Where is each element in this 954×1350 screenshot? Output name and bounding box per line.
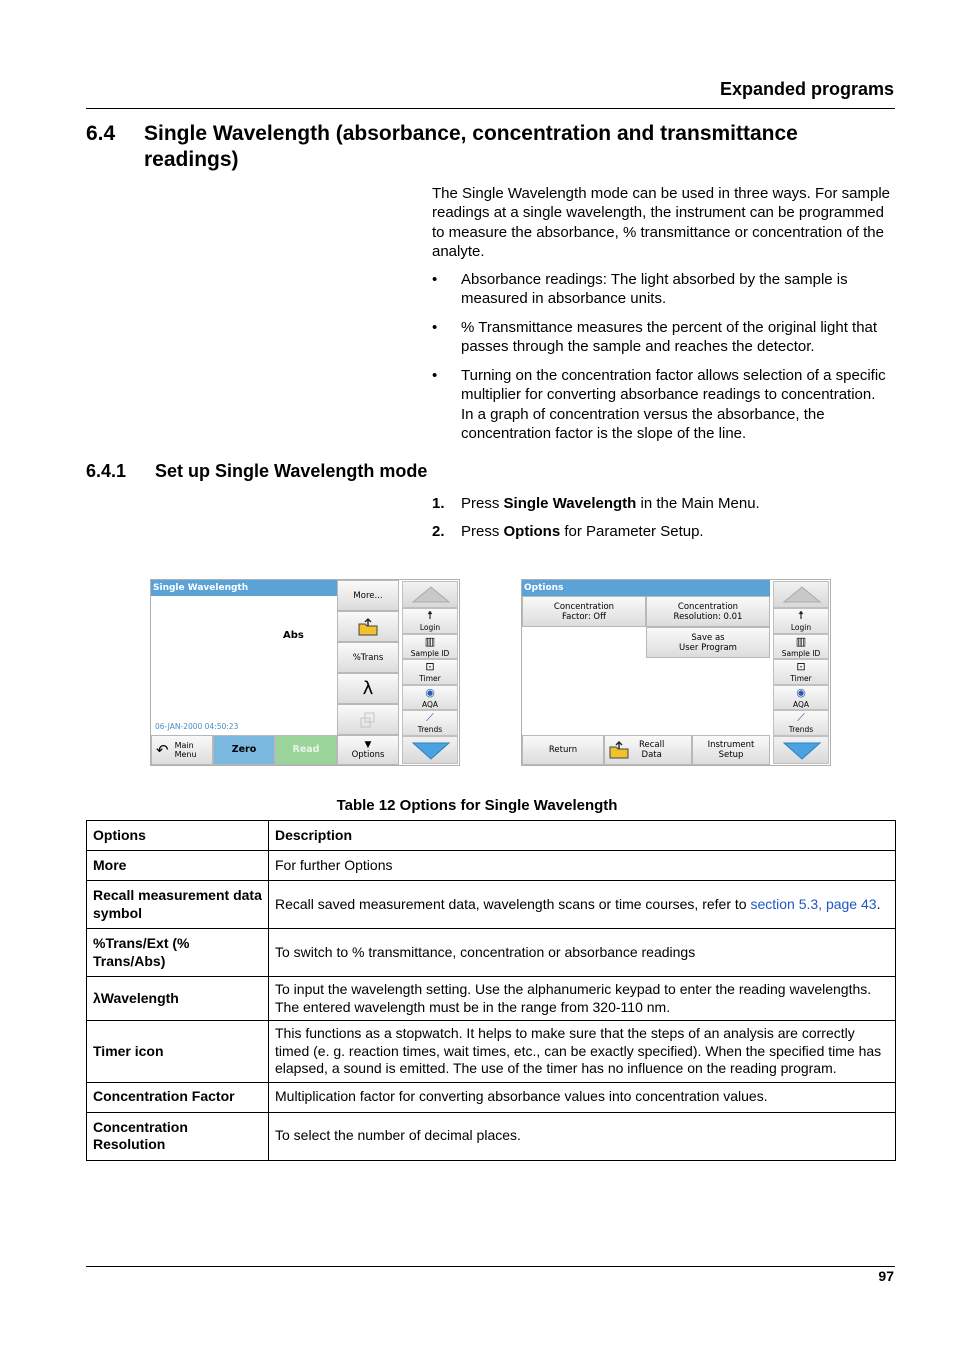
scroll-up-button[interactable] — [773, 581, 829, 608]
option-name: Concentration Resolution — [87, 1112, 269, 1160]
step-text: Press Single Wavelength in the Main Menu. — [461, 495, 760, 512]
table-header-row — [87, 821, 896, 851]
table-row — [87, 1112, 896, 1160]
scroll-down-button[interactable] — [402, 736, 458, 764]
scroll-down-button[interactable] — [773, 736, 829, 764]
sample-id-icon: ▥ — [424, 635, 436, 648]
arrow-up-icon — [403, 582, 459, 609]
options-label: Options — [351, 749, 385, 760]
recall-data-label: Recall Data — [639, 740, 665, 760]
sidebar-item-timer[interactable]: ⊡ Timer — [402, 659, 458, 685]
login-icon: ☨ — [427, 609, 433, 622]
column-header: Options — [87, 821, 269, 851]
sidebar-item-sample-id[interactable]: ▥ Sample ID — [402, 634, 458, 659]
table-row — [87, 1082, 896, 1112]
table-row — [87, 929, 896, 977]
table-row — [87, 881, 896, 929]
more-button[interactable]: More... — [337, 580, 399, 611]
screen-title-bar: Options — [522, 580, 770, 596]
return-button[interactable]: Return — [522, 735, 604, 765]
bullet-text: Absorbance readings: The light absorbed by the sample is measured in absorbance units. — [461, 271, 848, 308]
arrow-down-icon — [774, 737, 830, 765]
option-name: Concentration Factor — [87, 1082, 269, 1112]
intro-paragraph: The Single Wavelength mode can be used in three ways. For sample readings at a single wavelength, the instrument can be programmed to measure the absorbance, % transmittance or concentration of the analyte. — [432, 185, 891, 260]
timer-icon: ⊡ — [796, 660, 806, 673]
table-caption: Table 12 Options for Single Wavelength — [336, 797, 618, 814]
zero-button[interactable]: Zero — [213, 735, 275, 765]
sample-id-icon: ▥ — [795, 635, 807, 648]
running-header-title: Expanded programs — [719, 79, 894, 99]
timestamp: 06-JAN-2000 04:50:23 — [155, 722, 239, 731]
aqa-icon: ◉ — [796, 686, 806, 699]
option-description: To switch to % transmittance, concentration or absorbance readings — [269, 929, 896, 977]
arrow-up-icon — [774, 582, 830, 609]
subsection-number: 6.4.1 — [86, 461, 127, 481]
recall-data-button[interactable] — [604, 735, 692, 765]
concentration-factor-button[interactable]: Concentration Factor: Off — [522, 596, 646, 627]
trans-button[interactable]: %Trans — [337, 642, 399, 673]
sidebar-item-trends[interactable]: ⟋ Trends — [773, 710, 829, 736]
options-screen — [521, 579, 831, 766]
options-table — [86, 820, 896, 1161]
step-number: 1. — [432, 495, 445, 512]
option-description: Multiplication factor for converting absorbance values into concentration values. — [269, 1082, 896, 1112]
option-description: To input the wavelength setting. Use the alphanumeric keypad to enter the reading wavelengths. The entered wavelength must be in the range from 320-110 nm. — [269, 977, 896, 1021]
options-button[interactable] — [337, 735, 399, 765]
concentration-resolution-button[interactable]: Concentration Resolution: 0.01 — [646, 596, 770, 627]
option-description: This functions as a stopwatch. It helps to make sure that the steps of an analysis are correctly timed (e. g. reaction times, wait times, etc., can be exactly specified). When the specified time has elapsed, a sound is emitted. The use of the timer has no influence on the reading program. — [269, 1021, 896, 1083]
table-row — [87, 1021, 896, 1083]
option-description: For further Options — [269, 851, 896, 881]
bullet-dot: • — [432, 271, 438, 288]
subsection-title: Set up Single Wavelength mode — [155, 461, 428, 481]
header-rule — [86, 108, 895, 109]
option-description: To select the number of decimal places. — [269, 1112, 896, 1160]
bullet-dot: • — [432, 367, 438, 384]
sidebar-item-aqa[interactable]: ◉ AQA — [402, 685, 458, 710]
screen-title-bar: Single Wavelength — [151, 580, 337, 596]
chevron-down-icon: ▼ — [364, 739, 372, 750]
option-name: %Trans/Ext (% Trans/Abs) — [87, 929, 269, 977]
section-link[interactable]: section 5.3, page 43 — [750, 895, 877, 912]
step-text: Press Options for Parameter Setup. — [461, 523, 704, 540]
bullet-dot: • — [432, 319, 438, 336]
scroll-up-button[interactable] — [402, 581, 458, 608]
option-description: Recall saved measurement data, wavelength scans or time courses, refer to section 5.3, page 43. — [269, 881, 896, 929]
arrow-down-icon — [403, 737, 459, 765]
folder-icon — [609, 741, 629, 759]
copy-icon — [360, 712, 376, 728]
login-icon: ☨ — [798, 609, 804, 622]
option-name: More — [87, 851, 269, 881]
bullet-text: % Transmittance measures the percent of the original light that passes through the sample and reaches the detector. — [461, 319, 878, 356]
subsection-heading — [86, 461, 428, 482]
sidebar-item-trends[interactable]: ⟋ Trends — [402, 710, 458, 736]
recall-data-button[interactable] — [337, 611, 399, 642]
option-name: λWavelength — [87, 977, 269, 1021]
instrument-setup-button[interactable]: Instrument Setup — [692, 735, 770, 765]
sidebar-item-sample-id[interactable]: ▥ Sample ID — [773, 634, 829, 659]
sidebar-item-timer[interactable]: ⊡ Timer — [773, 659, 829, 685]
aqa-icon: ◉ — [425, 686, 435, 699]
sidebar-item-login[interactable]: ☨ Login — [402, 608, 458, 634]
table-row — [87, 977, 896, 1021]
disabled-icon-button — [337, 704, 399, 735]
column-header: Description — [269, 821, 896, 851]
read-button[interactable]: Read — [275, 735, 337, 765]
section-title: Single Wavelength (absorbance, concentration and transmittance readings) — [144, 122, 798, 171]
reading-unit: Abs — [283, 630, 304, 641]
trends-icon: ⟋ — [426, 711, 434, 724]
folder-icon — [358, 618, 378, 636]
section-number: 6.4 — [86, 122, 116, 145]
main-menu-button[interactable] — [151, 735, 213, 765]
step-number: 2. — [432, 523, 445, 540]
page-number: 97 — [878, 1268, 894, 1284]
table-row — [87, 851, 896, 881]
main-menu-label: Main Menu — [174, 741, 197, 759]
wavelength-button[interactable]: λ — [337, 673, 399, 704]
option-name: Recall measurement data symbol — [87, 881, 269, 929]
timer-icon: ⊡ — [425, 660, 435, 673]
back-arrow-icon: ↶ — [156, 741, 169, 759]
option-name: Timer icon — [87, 1021, 269, 1083]
sidebar-item-login[interactable]: ☨ Login — [773, 608, 829, 634]
footer-rule — [86, 1266, 895, 1267]
save-user-program-button[interactable]: Save as User Program — [646, 627, 770, 658]
trends-icon: ⟋ — [797, 711, 805, 724]
single-wavelength-screen — [150, 579, 460, 766]
sidebar-item-aqa[interactable]: ◉ AQA — [773, 685, 829, 710]
bullet-text: Turning on the concentration factor allows selection of a specific multiplier for converting absorbance readings to concentration. In a graph of concentration versus the absorbance, the concentration factor is the slope of the line. — [461, 367, 886, 442]
